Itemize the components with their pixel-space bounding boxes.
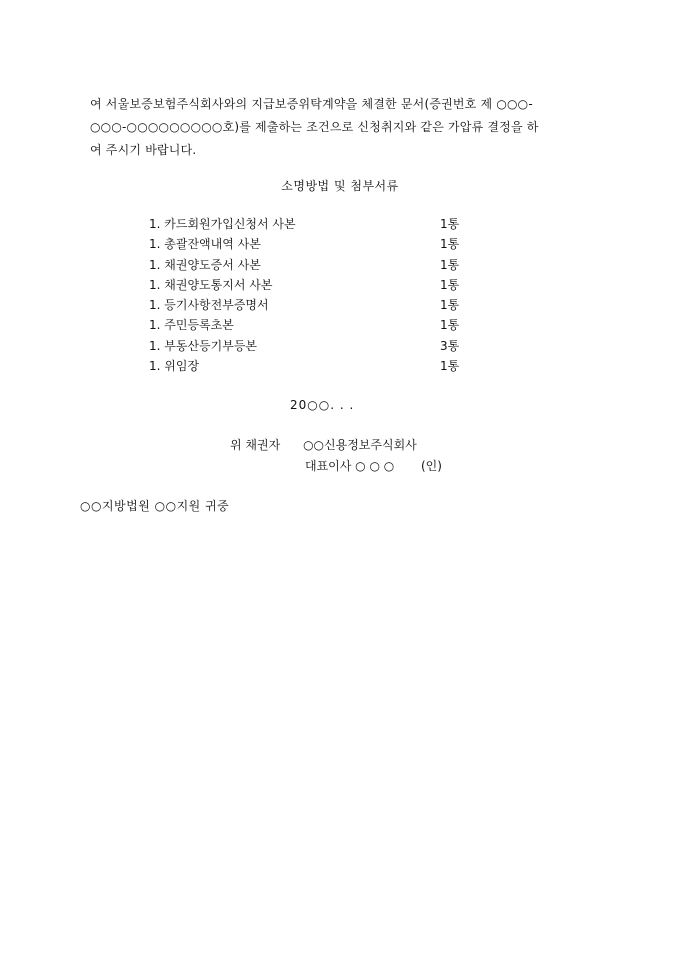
attachment-name: 1. 카드회원가입신청서 사본 <box>149 217 296 231</box>
representative-name: 대표이사 ○ ○ ○ <box>305 459 395 473</box>
paragraph-line: 여 주시기 바랍니다. <box>90 143 197 157</box>
attachment-item <box>149 234 469 254</box>
creditor-name: ○○신용정보주식회사 <box>303 438 417 452</box>
attachment-item <box>149 275 469 295</box>
attachment-name: 1. 위임장 <box>149 359 200 374</box>
attachment-count: 1통 <box>440 217 460 231</box>
attachment-name: 1. 등기사항전부증명서 <box>149 298 269 313</box>
creditor-line <box>230 436 417 453</box>
attachment-item <box>149 315 469 335</box>
attachment-item <box>149 336 469 356</box>
representative-line <box>305 457 442 474</box>
section-title: 소명방법 및 첨부서류 <box>281 179 399 193</box>
attachment-name: 1. 주민등록초본 <box>149 318 234 333</box>
court-addressee: ○○지방법원 ○○지원 귀중 <box>80 499 230 513</box>
attachment-name: 1. 부동산등기부등본 <box>149 338 258 353</box>
attachment-name: 1. 채권양도증서 사본 <box>149 257 261 272</box>
attachment-item <box>149 255 469 275</box>
attachment-count: 1통 <box>440 257 460 272</box>
creditor-label: 위 채권자 <box>230 438 281 452</box>
attachment-count: 3통 <box>440 338 460 353</box>
attachment-item <box>149 356 469 376</box>
attachment-item <box>149 214 469 234</box>
attachment-count: 1통 <box>440 359 460 374</box>
attachment-count: 1통 <box>440 318 460 333</box>
paragraph-line: 여 서울보증보험주식회사와의 지급보증위탁계약을 체결한 문서(증권번호 제 ○○○- <box>90 97 533 111</box>
seal-mark: (인) <box>420 459 442 473</box>
attachment-count: 1통 <box>440 298 460 313</box>
attachment-name: 1. 총괄잔액내역 사본 <box>149 237 261 252</box>
document-date: 20○○. . . <box>290 398 355 412</box>
attachment-item <box>149 295 469 315</box>
paragraph-line: ○○○-○○○○○○○○○호)를 제출하는 조건으로 신청취지와 같은 가압류 결정을 하 <box>90 120 539 134</box>
attachment-count: 1통 <box>440 277 460 292</box>
request-paragraph <box>90 93 602 162</box>
attachment-count: 1통 <box>440 237 460 252</box>
attachment-name: 1. 채권양도통지서 사본 <box>149 277 273 292</box>
attachment-list <box>149 214 469 376</box>
